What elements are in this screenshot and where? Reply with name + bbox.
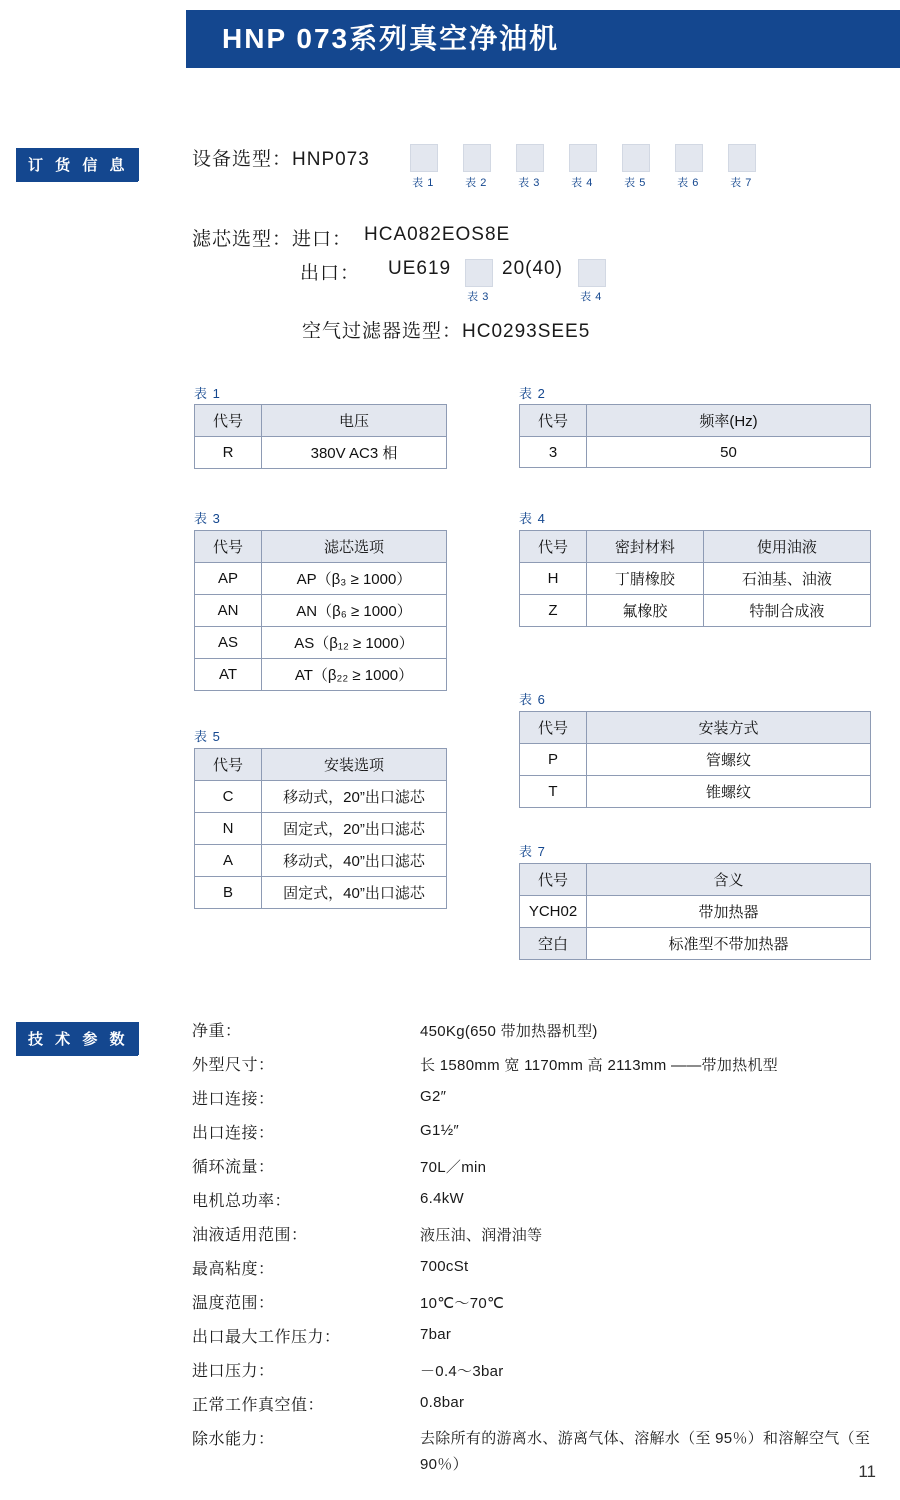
table-cell: 丁腈橡胶 (587, 563, 704, 595)
ordering-line-outlet-size: 20(40) (502, 258, 563, 279)
param-label-oil-range: 油液适用范围： (192, 1227, 308, 1244)
table-2 (519, 404, 871, 468)
table-caption-1: 表 1 (194, 386, 221, 401)
table-header-cell: 代号 (520, 712, 587, 744)
table-caption-3: 表 3 (194, 511, 221, 526)
table-4 (519, 530, 871, 627)
table-cell: R (195, 437, 262, 469)
table-cell: AS（β₁₂ ≥ 1000） (262, 627, 447, 659)
param-label-temperature-range: 温度范围： (192, 1295, 275, 1312)
table-cell: 标准型不带加热器 (587, 928, 871, 960)
code-box-label-2: 表 2 (465, 177, 487, 189)
param-label-flow-rate: 循环流量： (192, 1159, 275, 1176)
param-value-inlet-pressure: －0.4～3bar (420, 1363, 504, 1380)
table-header-cell: 密封材料 (587, 531, 704, 563)
ordering-line-filter-inlet-label: 滤芯选型：进口： (192, 229, 353, 250)
param-value-flow-rate: 70L／min (420, 1159, 487, 1176)
param-value-temperature-range: 10℃～70℃ (420, 1295, 505, 1312)
section-tag-tech: 技 术 参 数 (16, 1022, 139, 1055)
table-caption-4: 表 4 (519, 511, 546, 526)
table-cell: AT（β₂₂ ≥ 1000） (262, 659, 447, 691)
table-cell: 移动式，20”出口滤芯 (262, 781, 447, 813)
param-value-inlet-connection: G2″ (420, 1088, 447, 1105)
code-box-outlet-1[interactable] (465, 259, 493, 287)
code-box-6[interactable] (675, 144, 703, 172)
code-box-4[interactable] (569, 144, 597, 172)
table-caption-2: 表 2 (519, 386, 546, 401)
table-row (195, 781, 447, 813)
table-cell: B (195, 877, 262, 909)
table-cell: A (195, 845, 262, 877)
table-cell: AP (195, 563, 262, 595)
table-row (195, 659, 447, 691)
table-row (195, 813, 447, 845)
section-tag-tech-underline (16, 1054, 138, 1056)
table-cell: 带加热器 (587, 896, 871, 928)
table-row (520, 712, 871, 744)
table-row (195, 531, 447, 563)
table-row (520, 776, 871, 808)
param-value-vacuum-value: 0.8bar (420, 1394, 465, 1411)
table-header-cell: 代号 (520, 531, 587, 563)
code-box-label-5: 表 5 (624, 177, 646, 189)
param-label-dimensions: 外型尺寸： (192, 1057, 275, 1074)
table-1 (194, 404, 447, 469)
table-header-cell: 代号 (520, 405, 587, 437)
table-row (195, 563, 447, 595)
code-box-label-1: 表 1 (412, 177, 434, 189)
table-cell: 管螺纹 (587, 744, 871, 776)
param-value-net-weight: 450Kg(650 带加热器机型) (420, 1023, 598, 1040)
param-value-dimensions: 长 1580mm 宽 1170mm 高 2113mm ——带加热机型 (420, 1057, 779, 1074)
table-cell: Z (520, 595, 587, 627)
page-title: HNP 073系列真空净油机 (222, 23, 560, 54)
table-cell: 3 (520, 437, 587, 468)
code-box-outlet-label-2: 表 4 (580, 291, 602, 303)
code-box-outlet-label-1: 表 3 (467, 291, 489, 303)
param-label-max-viscosity: 最高粘度： (192, 1261, 275, 1278)
table-header-cell: 频率(Hz) (587, 405, 871, 437)
code-box-5[interactable] (622, 144, 650, 172)
table-3 (194, 530, 447, 691)
param-value-outlet-connection: G1½″ (420, 1122, 460, 1139)
table-6 (519, 711, 871, 808)
page-number: 11 (858, 1462, 876, 1481)
table-row (195, 749, 447, 781)
table-header-cell: 滤芯选项 (262, 531, 447, 563)
table-row (520, 864, 871, 896)
table-cell: 固定式，20”出口滤芯 (262, 813, 447, 845)
code-box-7[interactable] (728, 144, 756, 172)
ordering-line-filter-outlet-value: UE619 (388, 258, 452, 279)
table-caption-5: 表 5 (194, 729, 221, 744)
table-cell: T (520, 776, 587, 808)
table-header-cell: 电压 (262, 405, 447, 437)
table-row (520, 928, 871, 960)
table-header-cell: 代号 (520, 864, 587, 896)
table-row (195, 405, 447, 437)
table-cell: 氟橡胶 (587, 595, 704, 627)
table-row (195, 437, 447, 469)
param-label-water-removal: 除水能力： (192, 1431, 275, 1448)
table-5 (194, 748, 447, 909)
param-label-outlet-connection: 出口连接： (192, 1125, 275, 1142)
param-label-vacuum-value: 正常工作真空值： (192, 1397, 325, 1414)
table-row (520, 744, 871, 776)
table-row (520, 563, 871, 595)
code-box-1[interactable] (410, 144, 438, 172)
table-cell: 固定式，40”出口滤芯 (262, 877, 447, 909)
table-cell: AN (195, 595, 262, 627)
table-row (520, 896, 871, 928)
param-value-oil-range: 液压油、润滑油等 (420, 1227, 543, 1244)
param-label-max-outlet-pressure: 出口最大工作压力： (192, 1329, 341, 1346)
table-cell: N (195, 813, 262, 845)
section-tag-ordering-underline (16, 180, 138, 182)
table-cell: AS (195, 627, 262, 659)
code-box-outlet-2[interactable] (578, 259, 606, 287)
code-box-2[interactable] (463, 144, 491, 172)
table-header-cell: 含义 (587, 864, 871, 896)
table-row (195, 877, 447, 909)
code-box-label-7: 表 7 (730, 177, 752, 189)
table-header-cell: 代号 (195, 749, 262, 781)
table-cell: 380V AC3 相 (262, 437, 447, 469)
param-value-max-viscosity: 700cSt (420, 1258, 469, 1275)
table-cell: AT (195, 659, 262, 691)
table-header-cell: 安装选项 (262, 749, 447, 781)
param-value-max-outlet-pressure: 7bar (420, 1326, 452, 1343)
table-row (520, 531, 871, 563)
table-header-cell: 安装方式 (587, 712, 871, 744)
table-7 (519, 863, 871, 960)
param-value-motor-power: 6.4kW (420, 1190, 465, 1207)
table-cell: 石油基、油液 (703, 563, 870, 595)
param-label-motor-power: 电机总功率： (192, 1193, 292, 1210)
param-label-net-weight: 净重： (192, 1023, 242, 1040)
ordering-line-equipment: 设备选型：HNP073 (192, 149, 370, 170)
section-tag-ordering: 订 货 信 息 (16, 148, 139, 181)
param-value-water-removal: 去除所有的游离水、游离气体、溶解水（至 95％）和溶解空气（至 90％） (420, 1430, 871, 1473)
code-box-label-3: 表 3 (518, 177, 540, 189)
code-box-3[interactable] (516, 144, 544, 172)
ordering-line-air-filter: 空气过滤器选型：HC0293SEE5 (302, 321, 591, 342)
table-row (195, 845, 447, 877)
code-box-label-4: 表 4 (571, 177, 593, 189)
ordering-line-filter-inlet-value: HCA082EOS8E (364, 224, 511, 245)
table-cell: 空白 (520, 928, 587, 960)
table-row (520, 437, 871, 468)
table-cell: YCH02 (520, 896, 587, 928)
table-row (520, 405, 871, 437)
table-header-cell: 代号 (195, 531, 262, 563)
table-caption-6: 表 6 (519, 692, 546, 707)
table-cell: H (520, 563, 587, 595)
table-cell: C (195, 781, 262, 813)
code-box-label-6: 表 6 (677, 177, 699, 189)
table-row (520, 595, 871, 627)
table-row (195, 627, 447, 659)
table-header-cell: 代号 (195, 405, 262, 437)
table-cell: 特制合成液 (703, 595, 870, 627)
table-cell: 锥螺纹 (587, 776, 871, 808)
table-header-cell: 使用油液 (703, 531, 870, 563)
table-caption-7: 表 7 (519, 844, 546, 859)
table-cell: 50 (587, 437, 871, 468)
table-cell: P (520, 744, 587, 776)
param-label-inlet-pressure: 进口压力： (192, 1363, 275, 1380)
param-label-inlet-connection: 进口连接： (192, 1091, 275, 1108)
table-row (195, 595, 447, 627)
table-cell: AP（β₃ ≥ 1000） (262, 563, 447, 595)
table-cell: 移动式，40”出口滤芯 (262, 845, 447, 877)
ordering-line-filter-outlet-label: 出口： (300, 263, 361, 284)
table-cell: AN（β₆ ≥ 1000） (262, 595, 447, 627)
